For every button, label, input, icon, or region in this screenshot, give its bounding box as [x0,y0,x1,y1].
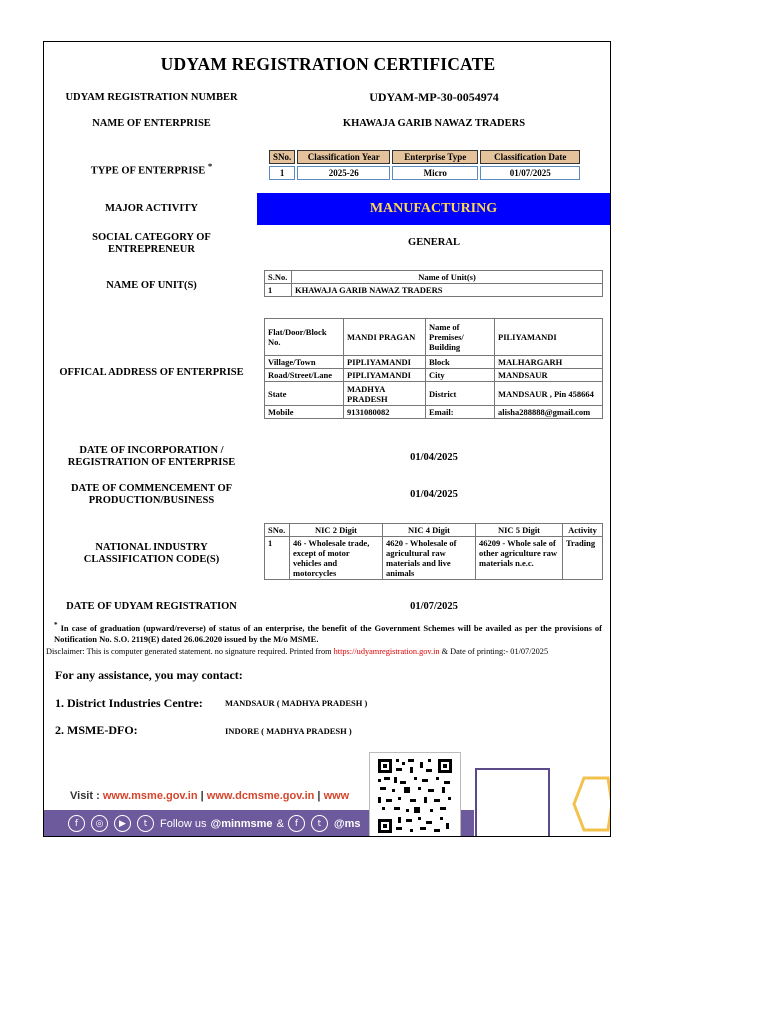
state-label: State [265,382,344,406]
social-category-label-line1: SOCIAL CATEGORY OF [92,232,211,243]
nic-sno: 1 [265,537,290,580]
district-value: MANDSAUR , Pin 458664 [495,382,603,406]
disclaimer-prefix: Disclaimer: This is computer generated statement. no signature required. Printed from [46,647,332,656]
major-activity-label: MAJOR ACTIVITY [104,203,199,214]
disclaimer-link[interactable]: https://udyamregistration.gov.in [333,647,440,656]
incorporation-label-line2: REGISTRATION OF ENTERPRISE [67,457,236,468]
major-activity-value: MANUFACTURING [257,193,610,225]
cls-header-type: Enterprise Type [392,150,478,164]
assistance-heading: For any assistance, you may contact: [55,668,243,682]
flat-label: Flat/Door/Block No. [265,319,344,356]
enterprise-type-label-text: TYPE OF ENTERPRISE [90,165,206,177]
road-label: Road/Street/Lane [265,369,344,382]
instagram-icon[interactable]: ◎ [91,815,108,832]
qr-code [369,752,461,837]
nic-header-activity: Activity [563,524,603,537]
youtube-icon[interactable]: ▶ [114,815,131,832]
address-label: OFFICAL ADDRESS OF ENTERPRISE [59,367,244,378]
nic-header-4digit: NIC 4 Digit [383,524,476,537]
hexagon-decoration-icon [564,774,611,834]
twitter-icon[interactable]: t [311,815,328,832]
dfo-label: 2. MSME-DFO: [55,723,138,737]
units-label: NAME OF UNIT(S) [106,280,197,291]
nic-activity: Trading [563,537,603,580]
dic-label: 1. District Industries Centre: [55,696,203,710]
commencement-label-line1: DATE OF COMMENCEMENT OF [70,483,233,494]
unit-sno: 1 [265,284,292,297]
note-asterisk: * [54,621,58,629]
note-text: In case of graduation (upward/reverse) of status of an enterprise, the benefit of the Government Schemes will be availed as per the provisions of Notification No. S.O. 2119(E) dated 26.06.2020 issued by the M/o MSME. [54,622,602,644]
msme-link[interactable]: www.msme.gov.in [102,790,198,802]
certificate [43,41,611,837]
email-label: Email: [426,406,495,419]
road-value: PIPLIYAMANDI [344,369,426,382]
certificate-title: UDYAM REGISTRATION CERTIFICATE [160,54,496,74]
mobile-value: 9131080082 [344,406,426,419]
third-link-partial[interactable]: www [323,790,350,802]
handle-partial[interactable]: @ms [333,818,361,830]
disclaimer [46,647,548,656]
disclaimer-suffix: & Date of printing:- 01/07/2025 [441,647,549,656]
photo-box [475,768,550,837]
cls-sno: 1 [269,166,295,180]
cls-date: 01/07/2025 [480,166,580,180]
commencement-label [44,483,259,507]
udyam-date-value: 01/07/2025 [410,601,458,612]
unit-name: KHAWAJA GARIB NAWAZ TRADERS [292,284,603,297]
nic-label [44,542,259,566]
cls-year: 2025-26 [297,166,390,180]
cls-header-date: Classification Date [480,150,580,164]
units-table [264,270,603,297]
nic-header-5digit: NIC 5 Digit [476,524,563,537]
social-icons-left [68,814,361,832]
state-value: MADHYA PRADESH [344,382,426,406]
nic-header-2digit: NIC 2 Digit [290,524,383,537]
district-label: District [426,382,495,406]
enterprise-name-label: NAME OF ENTERPRISE [92,118,211,129]
nic-4digit: 4620 - Wholesale of agricultural raw materials and live animals [383,537,476,580]
reg-number-label: UDYAM REGISTRATION NUMBER [65,92,238,103]
units-header-sno: S.No. [265,271,292,284]
classification-table [267,148,582,182]
incorporation-label [44,445,259,469]
nic-label-line1: NATIONAL INDUSTRY [95,542,208,553]
cls-header-sno: SNo. [269,150,295,164]
social-category-value: GENERAL [408,237,460,248]
flat-value: MANDI PRAGAN [344,319,426,356]
facebook-icon[interactable]: f [68,815,85,832]
commencement-value: 01/04/2025 [410,489,458,500]
handle-minmsme[interactable]: @minmsme [210,818,273,830]
incorporation-label-line1: DATE OF INCORPORATION / [79,445,224,456]
enterprise-type-asterisk: * [207,161,213,171]
premises-label: Name of Premises/ Building [426,319,495,356]
social-category-label [44,232,259,256]
block-label: Block [426,356,495,369]
reg-number-value: UDYAM-MP-30-0054974 [369,90,499,104]
facebook-icon[interactable]: f [288,815,305,832]
incorporation-value: 01/04/2025 [410,452,458,463]
social-category-label-line2: ENTREPRENEUR [108,244,195,255]
city-value: MANDSAUR [495,369,603,382]
separator: | [200,790,204,802]
dcmsme-link[interactable]: www.dcmsme.gov.in [206,790,315,802]
block-value: MALHARGARH [495,356,603,369]
nic-2digit: 46 - Wholesale trade, except of motor vehicles and motorcycles [290,537,383,580]
village-value: PIPLIYAMANDI [344,356,426,369]
units-header-name: Name of Unit(s) [292,271,603,284]
cls-header-year: Classification Year [297,150,390,164]
city-label: City [426,369,495,382]
amp-text: & [276,818,284,830]
dic-value: MANDSAUR ( MADHYA PRADESH ) [225,698,368,708]
email-value: alisha288888@gmail.com [495,406,603,419]
udyam-date-label: DATE OF UDYAM REGISTRATION [66,601,237,612]
twitter-icon[interactable]: t [137,815,154,832]
premises-value: PILIYAMANDI [495,319,603,356]
nic-table [264,523,603,580]
qr-code-icon [370,753,460,837]
visit-line [70,790,349,802]
nic-label-line2: CLASSIFICATION CODE(S) [83,554,220,565]
separator: | [317,790,321,802]
dfo-value: INDORE ( MADHYA PRADESH ) [225,726,352,736]
follow-text: Follow us [160,818,207,830]
mobile-label: Mobile [265,406,344,419]
nic-header-sno: SNo. [265,524,290,537]
address-table [264,318,603,419]
enterprise-name-value: KHAWAJA GARIB NAWAZ TRADERS [342,118,526,129]
enterprise-type-label [44,160,259,178]
graduation-note [54,620,602,645]
cls-type: Micro [392,166,478,180]
visit-label: Visit : [70,790,100,802]
commencement-label-line2: PRODUCTION/BUSINESS [88,495,215,506]
nic-5digit: 46209 - Whole sale of other agriculture raw materials n.e.c. [476,537,563,580]
village-label: Village/Town [265,356,344,369]
